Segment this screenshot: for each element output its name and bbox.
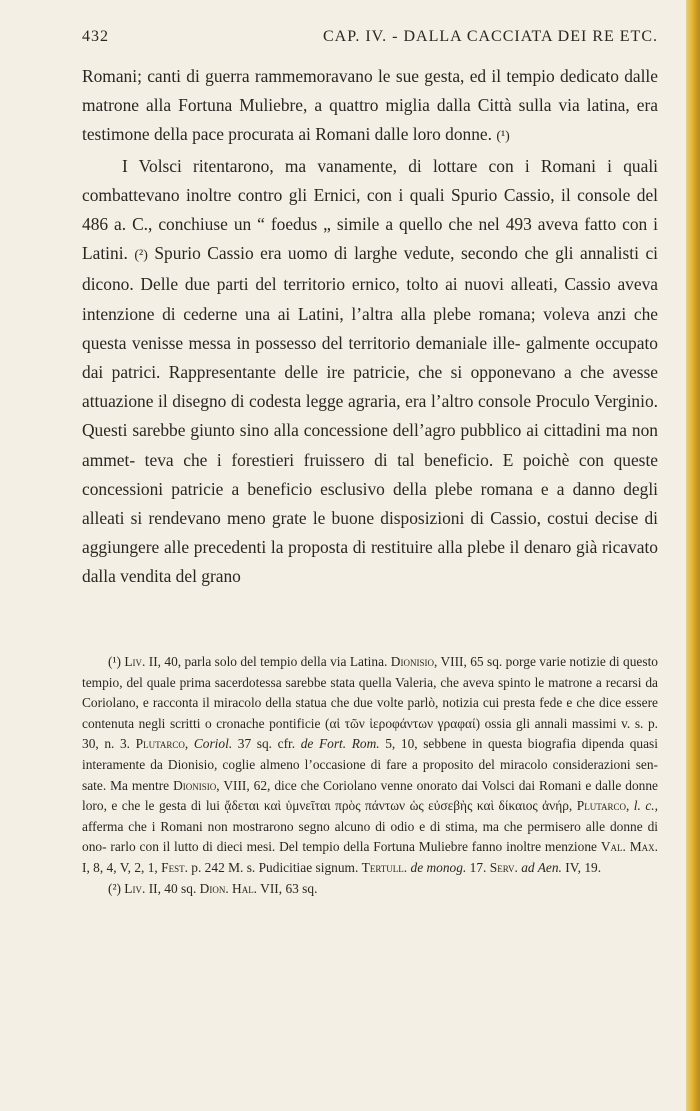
footnote-text: IV, 19. [565, 859, 602, 875]
page-number: 432 [82, 28, 109, 45]
footnote-text: afferma che i Romani non mostrarono segno alcuno di odio e di stima, ma che permisero alle donne di ono- rarlo con il lutto di dieci mesi. Del tempio della Fortuna Muliebre fanno inoltre menzione [82, 818, 658, 855]
footnote-ref-2: (²) [134, 248, 148, 264]
paragraph-2-text-b: Spurio Cassio era uomo di larghe vedute, secondo che gli annalisti ci dicono. Delle due parti del territorio ernico, tolto ai nuovi alleati, Cassio aveva intenzione di cederne una ai Latini, l’altra alla plebe romana; voleva anzi che questa venisse messa in possesso del territorio demaniale ille- galmente occupato dai patrici. Rappresentante delle ire patricie, che si opponevano a che avesse attuazione il disegno di codesta legge agraria, era l’altro console Proculo Verginio. Questi sarebbe giunto sino alla concessione dell’agro pubblico ai cittadini ma non ammet- teva che i forestieri fruissero di tal beneficio. E poichè con queste concessioni patricie a beneficio esclusivo della plebe romana e a danno degli alleati si rendevano meno grate le buone disposizioni di Cassio, costui decise di aggiungere alle precedenti la proposta di restituire alla plebe il denaro già ricavato dalla vendita del grano [82, 243, 659, 587]
footnote-text: VIII, 65 sq. porge varie notizie di questo tempio, del quale prima sacerdotessa sarebbe stata quella Valeria, che aveva spinto le matrone a recarsi da Coriolano, e racconta il miracolo della statua che due volte parlò, notizia cui presta fede e che dice essere contenuta negli scritti o cronache pontificie (αἱ τῶν ἱεροφάντων γραφαί) ossia gli annali massimi v. s. p. 30, n. 3. [82, 654, 658, 752]
footnote-text: p. 242 M. s. Pudicitiae signum. [191, 859, 359, 875]
footnote-1 [82, 652, 658, 879]
footnote-text: 17. [469, 859, 487, 875]
main-text [82, 62, 658, 592]
citation-work: ad Aen. [521, 859, 562, 875]
citation-author: Plutarco, [576, 798, 630, 814]
citation-work: de monog. [410, 859, 467, 875]
running-head: CAP. IV. - DALLA CACCIATA DEI RE ETC. [323, 28, 658, 45]
citation-author: Dionisio, [390, 654, 438, 669]
citation-author: Serv. [489, 859, 518, 875]
citation-author: Fest. [161, 859, 188, 875]
footnote-text: 5, 10, sebbene in questa biografia dipenda quasi interamente da Dionisio, coglie almeno l’occasione di fare a proposito del miracolo considerazioni sen- sate. Ma mentre [82, 736, 658, 793]
citation-author: Dionisio, [173, 777, 220, 793]
page-header [82, 28, 658, 52]
footnote-2 [82, 879, 658, 900]
footnote-text: II, 40, parla solo del tempio della via Latina. [148, 654, 388, 669]
page-edge-gilt [686, 0, 700, 1111]
footnote-text: I, 8, 4, V, 2, 1, [82, 859, 158, 875]
footnote-text: VII, 63 sq. [260, 880, 318, 896]
citation-work: l. c., [633, 798, 658, 814]
footnote-text: VIII, 62, dice che Coriolano venne onorato dai Volsci dai Romani e dalle donne loro, e che le gesta di lui ᾄδεται καὶ ὑμνεῖται πρὸς πάντων ὡς εὐσεβὴς καὶ δίκαιος ἀνήρ, [82, 777, 658, 814]
footnote-1-marker: (¹) [108, 654, 121, 669]
paragraph-1 [82, 62, 658, 152]
footnote-ref-1: (¹) [496, 129, 510, 145]
citation-author: Liv. [124, 880, 146, 896]
citation-author: Plutarco, [135, 736, 189, 752]
citation-work: Coriol. [193, 736, 233, 752]
paragraph-1-text: Romani; canti di guerra rammemoravano le sue gesta, ed il tempio dedicato dalle matrone alla Fortuna Muliebre, a quattro miglia dalla Città sulla via latina, era testimone della pace procurata ai Romani dalle loro donne. [82, 66, 658, 145]
citation-author: Tertull. [361, 859, 408, 875]
footnote-text: 37 sq. cfr. [237, 736, 296, 752]
citation-work: de Fort. Rom. [300, 736, 380, 752]
citation-author: Val. Max. [600, 839, 658, 855]
footnote-text: II, 40 sq. [148, 880, 197, 896]
citation-author: Liv. [124, 654, 146, 669]
citation-author: Dion. Hal. [199, 880, 258, 896]
paragraph-2 [82, 152, 658, 592]
paragraph-2-text-a: I Volsci ritentarono, ma vanamente, di lottare con i Romani i quali combattevano inoltre contro gli Ernici, con i quali Spurio Cassio, il console del 486 a. C., conchiuse un “ foedus „ simile a quello che nel 493 aveva fatto con i Latini. [82, 155, 658, 264]
footnote-2-marker: (²) [108, 880, 121, 896]
footnotes [82, 652, 658, 899]
